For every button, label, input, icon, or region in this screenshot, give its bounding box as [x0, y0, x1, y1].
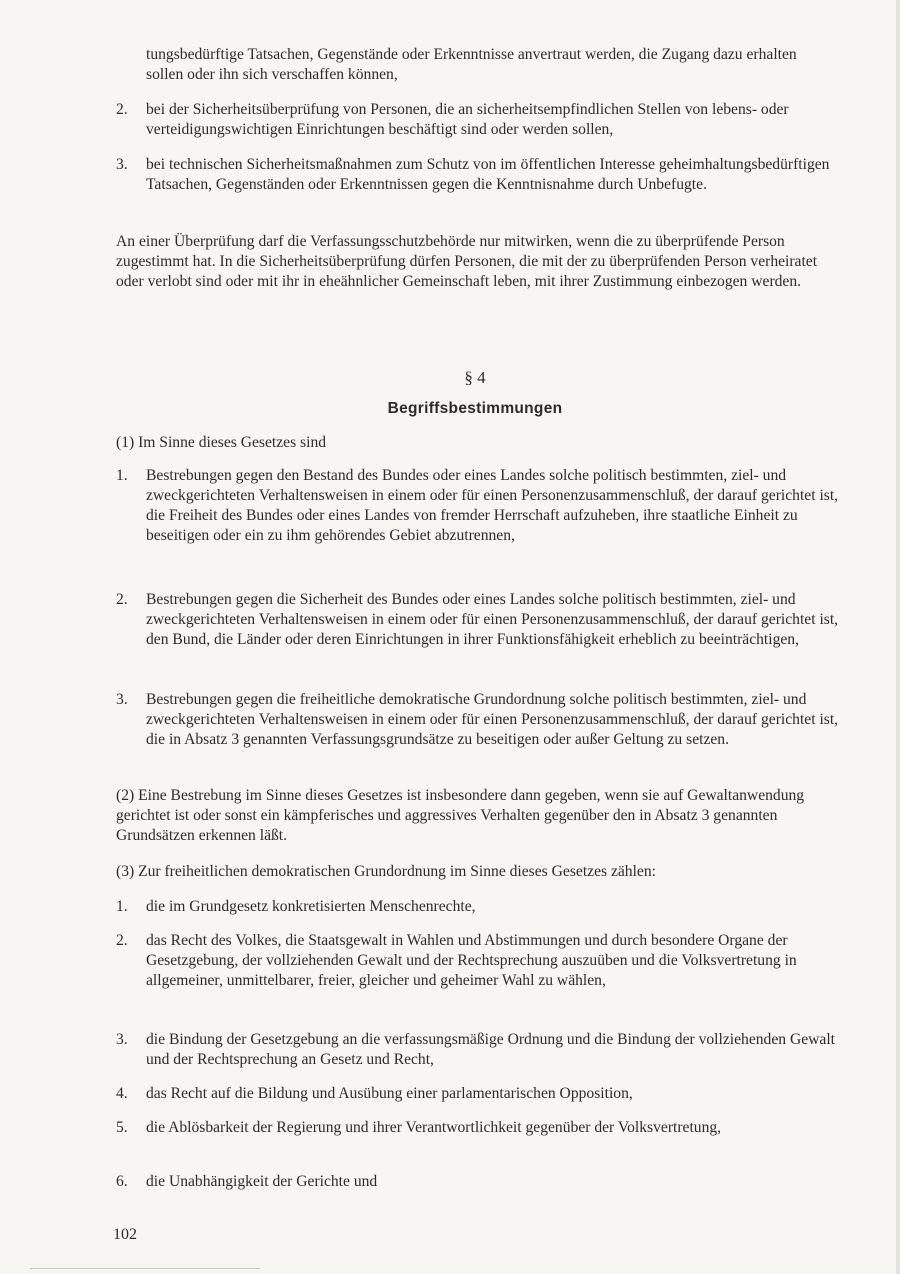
abs3-item-number: 1. — [116, 898, 128, 915]
abs3-item — [116, 1084, 852, 1106]
abs3-item-text: die Ablösbarkeit der Regierung und ihrer Verantwortlichkeit gegenüber der Volksvertretung, — [146, 1119, 722, 1136]
abs3-item — [116, 1172, 852, 1194]
abs3-item-number: 4. — [116, 1085, 128, 1102]
abs1-intro — [116, 433, 516, 453]
abs3-item-text: die im Grundgesetz konkretisierten Menschenrechte, — [146, 898, 476, 915]
abs1-item-text: Bestrebungen gegen die Sicherheit des Bundes oder eines Landes solche politisch bestimmten, ziel- und zweckgerichteten Verhaltensweisen in einem oder für einen Personenzusammenschluß, der darauf gerichtet ist, den Bund, die Länder oder deren Einrichtungen in ihrer Funktionsfähigkeit erheblich zu beeinträchtigen, — [146, 591, 839, 648]
abs3-item-number: 5. — [116, 1119, 128, 1136]
paragraph-pruefung — [116, 232, 836, 292]
abs3-item — [116, 897, 852, 919]
section-sign-text: § 4 — [464, 368, 486, 387]
list-item — [116, 155, 852, 217]
abs3-item — [116, 1030, 852, 1072]
abs1-item-number: 3. — [116, 691, 128, 708]
abs1-item-number: 1. — [116, 467, 128, 484]
abs3-item — [116, 931, 852, 1013]
abs1-item-text: Bestrebungen gegen den Bestand des Bundes oder eines Landes solche politisch bestimmten, ziel- und zweckgerichteten Verhaltensweisen in einem oder für einen Personenzusammenschluß, der darauf gerichtet ist, die Freiheit des Bundes oder eines Landes von fremder Herrschaft aufzuheben, ihre staatliche Einheit zu beseitigen oder ein zu ihm gehörendes Gebiet abzutrennen, — [146, 467, 839, 544]
abs2 — [116, 786, 836, 846]
abs1-item-number: 2. — [116, 591, 128, 608]
list-item — [116, 100, 852, 142]
abs3-item-text: die Bindung der Gesetzgebung an die verfassungsmäßige Ordnung und die Bindung der vollziehenden Gewalt und der Rechtsprechung an Gesetz und Recht, — [146, 1031, 835, 1068]
abs3-intro-text: (3) Zur freiheitlichen demokratischen Grundordnung im Sinne dieses Gesetzes zählen: — [116, 863, 656, 880]
abs3-item-number: 3. — [116, 1031, 128, 1048]
abs3-intro — [116, 862, 836, 882]
scan-edge-line — [30, 1268, 260, 1269]
abs3-item-text: die Unabhängigkeit der Gerichte und — [146, 1173, 378, 1190]
section-sign — [325, 368, 625, 388]
abs1-item — [116, 466, 852, 568]
list-item-text: bei der Sicherheitsüberprüfung von Personen, die an sicherheitsempfindlichen Stellen von lebens- oder verteidigungswichtigen Einrichtungen beschäftigt sind oder werden sollen, — [146, 101, 789, 138]
continuation-text — [146, 45, 836, 85]
list-item-text: bei technischen Sicherheitsmaßnahmen zum Schutz von im öffentlichen Interesse geheimhaltungsbedürftigen Tatsachen, Gegenständen oder Erkenntnissen gegen die Kenntnisnahme durch Unbefugte. — [146, 156, 830, 193]
abs1-item — [116, 590, 852, 672]
abs3-item-text: das Recht auf die Bildung und Ausübung einer parlamentarischen Opposition, — [146, 1085, 633, 1102]
abs2-text: (2) Eine Bestrebung im Sinne dieses Gesetzes ist insbesondere dann gegeben, wenn sie auf Gewaltanwendung gerichtet ist oder sonst ein kämpferisches und aggressives Verhalten gegenüber den in Absatz 3 genannten Grundsätzen erkennen läßt. — [116, 787, 805, 844]
list-item-number: 2. — [116, 101, 128, 118]
abs3-item — [116, 1118, 852, 1160]
section-title-text: Begriffsbestimmungen — [387, 400, 563, 417]
section-title — [325, 400, 625, 418]
abs1-item-text: Bestrebungen gegen die freiheitliche demokratische Grundordnung solche politisch bestimmten, ziel- und zweckgerichteten Verhaltensweisen in einem oder für einen Personenzusammenschluß, der darauf gerichtet ist, die in Absatz 3 genannten Verfassungsgrundsätze zu beseitigen oder außer Geltung zu setzen. — [146, 691, 839, 748]
paragraph-pruefung-text: An einer Überprüfung darf die Verfassungsschutzbehörde nur mitwirken, wenn die zu überprüfende Person zugestimmt hat. In die Sicherheitsüberprüfung dürfen Personen, die mit der zu überprüfenden Person verheiratet oder verlobt sind oder mit ihr in eheähnlicher Gemeinschaft leben, mit ihrer Zustimmung einbezogen werden. — [116, 233, 818, 290]
continuation-text-content: tungsbedürftige Tatsachen, Gegenstände oder Erkenntnisse anvertraut werden, die Zugang dazu erhalten sollen oder ihn sich verschaffen können, — [146, 46, 797, 83]
abs3-item-number: 2. — [116, 932, 128, 949]
abs3-item-text: das Recht des Volkes, die Staatsgewalt in Wahlen und Abstimmungen und durch besondere Organe der Gesetzgebung, der vollziehenden Gewalt und der Rechtsprechung auszuüben und die Volksvertretung in allgemeiner, unmittelbarer, freier, gleicher und geheimer Wahl zu wählen, — [146, 932, 797, 989]
page-number: 102 — [113, 1226, 137, 1243]
abs1-item — [116, 690, 852, 772]
abs3-item-number: 6. — [116, 1173, 128, 1190]
abs1-intro-text: (1) Im Sinne dieses Gesetzes sind — [116, 434, 327, 451]
list-item-number: 3. — [116, 156, 128, 173]
scan-right-edge — [896, 0, 900, 1274]
